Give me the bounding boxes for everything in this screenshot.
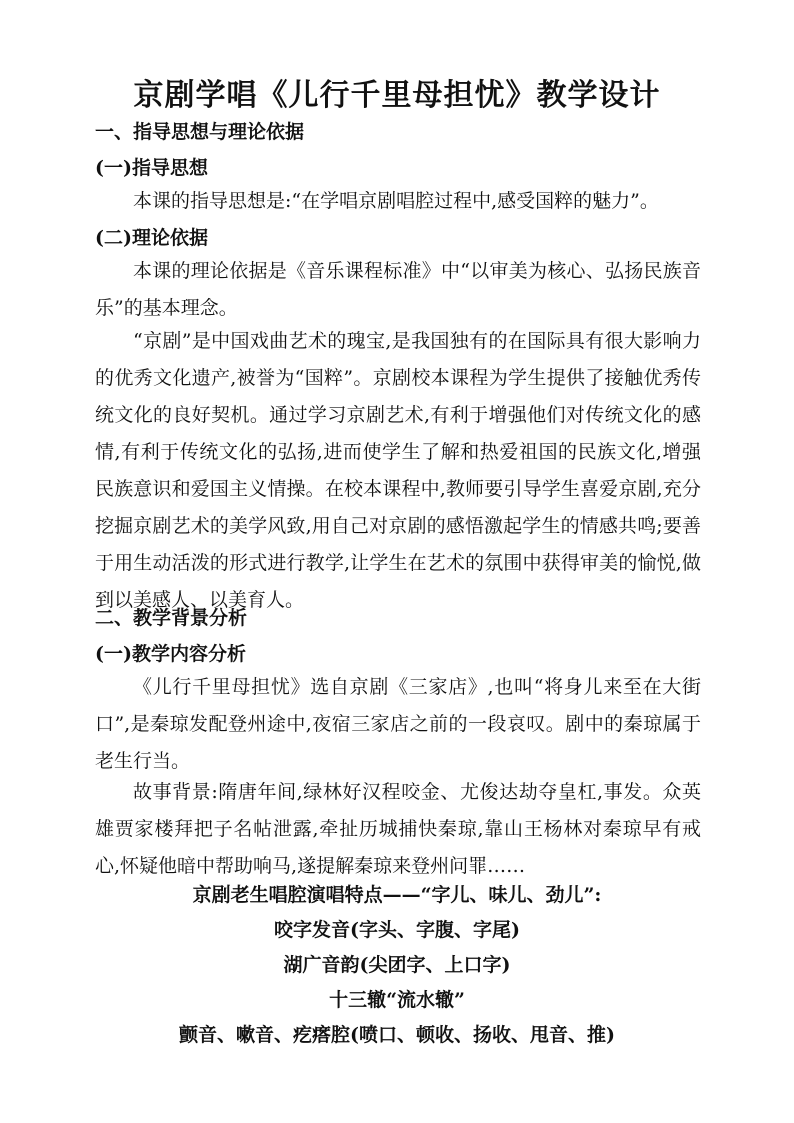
paragraph-peking-opera-intro: “京剧”是中国戏曲艺术的瑰宝,是我国独有的在国际具有很大影响力的优秀文化遗产,被誉为“国粹”。京剧校本课程为学生提供了接触优秀传统文化的良好契机。通过学习京剧艺术,有利于增强他们对传统文化的感情,有利于传统文化的弘扬,进而使学生了解和热爱祖国的民族文化,增强民族意识和爱国主义情操。在校本课程中,教师要引导学生喜爱京剧,充分挖掘京剧艺术的美学风致,用自己对京剧的感悟激起学生的情感共鸣;要善于用生动活泼的形式进行教学,让学生在艺术的氛围中获得审美的愉悦,做到以美感人、以美育人。 bbox=[95, 330, 701, 611]
document-title: 京剧学唱《儿行千里母担忧》教学设计 bbox=[133, 78, 661, 113]
paragraph-theory-basis: 本课的理论依据是《音乐课程标准》中“以审美为核心、弘扬民族音乐”的基本理念。 bbox=[95, 260, 701, 319]
section-heading-guiding-theory: 一、指导思想与理论依据 bbox=[95, 121, 305, 143]
feature-item: 颤音、嗽音、疙瘩腔(喷口、顿收、扬收、甩音、推) bbox=[179, 1024, 615, 1046]
subheading-theory-basis: (二)理论依据 bbox=[95, 227, 208, 249]
subheading-guiding-idea: (一)指导思想 bbox=[95, 157, 208, 179]
paragraph-guiding-idea: 本课的指导思想是:“在学唱京剧唱腔过程中,感受国粹的魅力”。 bbox=[133, 190, 659, 212]
feature-item: 咬字发音(字头、字腹、字尾) bbox=[274, 919, 520, 941]
feature-item: 十三辙“流水辙” bbox=[329, 989, 465, 1011]
paragraph-story-background: 故事背景:隋唐年间,绿林好汉程咬金、尤俊达劫夺皇杠,事发。众英雄贾家楼拜把子名帖泄露,牵扯历城捕快秦琼,靠山王杨林对秦琼早有戒心,怀疑他暗中帮助响马,遂提解秦琼来登州问罪…… bbox=[95, 781, 701, 877]
subheading-content-analysis: (一)教学内容分析 bbox=[95, 643, 246, 665]
features-heading: 京剧老生唱腔演唱特点——“字儿、味儿、劲儿”: bbox=[192, 884, 602, 906]
section-heading-teaching-background: 二、教学背景分析 bbox=[95, 607, 248, 629]
paragraph-content-analysis: 《儿行千里母担忧》选自京剧《三家店》,也叫“将身儿来至在大街口”,是秦琼发配登州途中,夜宿三家店之前的一段哀叹。剧中的秦琼属于老生行当。 bbox=[95, 676, 701, 772]
feature-item: 湖广音韵(尖团字、上口字) bbox=[283, 954, 511, 976]
